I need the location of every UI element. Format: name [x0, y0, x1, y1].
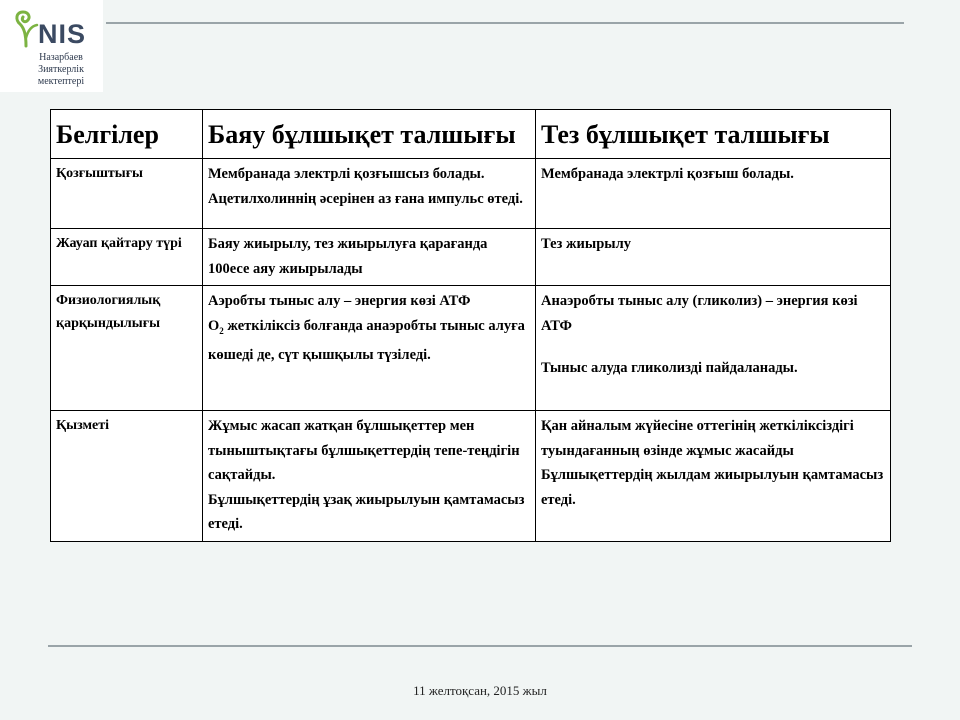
table-row [51, 286, 891, 411]
row-slow-cell: Баяу жиырылу, тез жиырылуға қарағанда 100есе аяу жиырылады [203, 229, 536, 286]
table-row [51, 229, 891, 286]
row-feature-label: Қозғыштығы [51, 159, 203, 229]
row-fast-cell: Мембранада электрлі қозғыш болады. [536, 159, 891, 229]
row-fast-cell: Қан айналым жүйесіне оттегінің жеткіліксіздігі туындағанның өзінде жұмыс жасайды Бұлшықеттердің жылдам жиырылуын қамтамасыз етеді. [536, 411, 891, 542]
header-slow-fiber: Баяу бұлшықет талшығы [203, 110, 536, 159]
row-slow-cell: Жұмыс жасап жатқан бұлшықеттер мен тыныштықтағы бұлшықеттердің тепе-теңдігін сақтайды. Бұлшықеттердің ұзақ жиырылуын қамтамасыз етеді. [203, 411, 536, 542]
logo-subtitle: Назарбаев Зияткерлік мектептері [37, 52, 85, 87]
row-feature-label: Қызметі [51, 411, 203, 542]
logo [0, 0, 103, 92]
row-slow-cell: Мембранада электрлі қозғышсыз болады. Ацетилхолиннің әсерінен аз ғана импульс өтеді. [203, 159, 536, 229]
table-header-row [51, 110, 891, 159]
row-slow-cell: Аэробты тыныс алу – энергия көзі АТФ $О_2$ жеткіліксіз болғанда анаэробты тыныс алуға көшеді де, сүт қышқылы түзіледі. [203, 286, 536, 411]
footer-date: 11 желтоқсан, 2015 жыл [413, 683, 547, 698]
header-features: Белгілер [51, 110, 203, 159]
table-row [51, 159, 891, 229]
row-fast-cell: Анаэробты тыныс алу (гликолиз) – энергия көзі АТФ Тыныс алуда гликолизді пайдаланады. [536, 286, 891, 411]
row-fast-cell: Тез жиырылу [536, 229, 891, 286]
row-feature-label: Физиологиялық қарқындылығы [51, 286, 203, 411]
top-divider [106, 22, 904, 24]
logo-name: NIS [38, 19, 87, 49]
header-fast-fiber: Тез бұлшықет талшығы [536, 110, 891, 159]
table-row [51, 411, 891, 542]
bottom-divider [48, 645, 912, 647]
row-feature-label: Жауап қайтару түрі [51, 229, 203, 286]
comparison-table [50, 109, 891, 542]
